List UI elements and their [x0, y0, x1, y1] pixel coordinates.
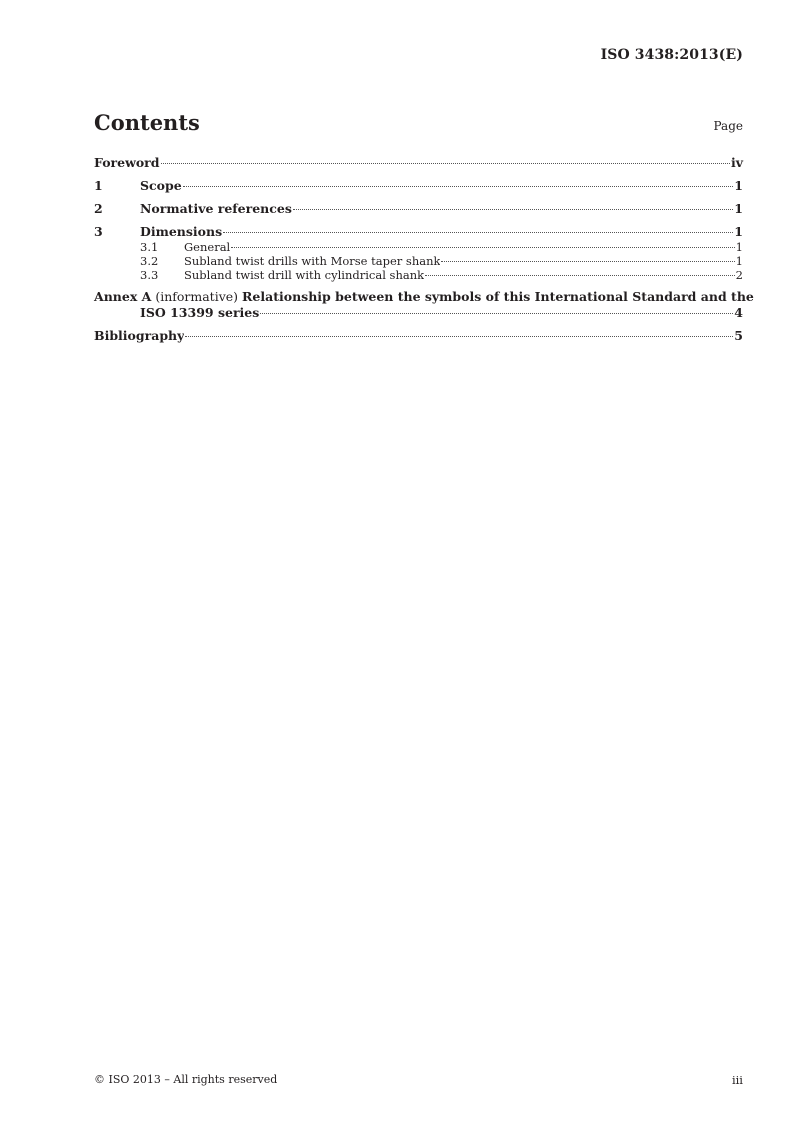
dot-leader — [183, 186, 734, 187]
dot-leader — [293, 209, 733, 210]
toc-entry-morse-taper-shank[interactable] — [94, 254, 743, 268]
toc-entry-general[interactable] — [94, 240, 743, 254]
toc-entry-dimensions[interactable] — [94, 224, 743, 240]
toc-entry-number: 1 — [94, 178, 103, 193]
toc-entry-page: 5 — [734, 328, 743, 343]
dot-leader — [185, 336, 733, 337]
toc-entry-page: 1 — [735, 254, 743, 268]
toc-entry-number: 2 — [94, 201, 103, 216]
toc-entry-title: General — [184, 240, 231, 254]
toc-entry-title: Dimensions — [140, 224, 223, 239]
toc-entry-page: 1 — [734, 224, 743, 239]
page-column-label: Page — [713, 119, 743, 133]
contents-heading: Contents — [94, 110, 200, 135]
toc-entry-number: 3.3 — [140, 268, 159, 282]
dot-leader — [260, 313, 733, 314]
dot-leader — [161, 163, 730, 164]
dot-leader — [231, 247, 734, 248]
toc-entry-number: 3.1 — [140, 240, 159, 254]
standard-number: ISO 3438:2013(E) — [600, 47, 743, 63]
toc-entry-title: Normative references — [140, 201, 292, 216]
toc-entry-bibliography[interactable] — [94, 328, 743, 344]
toc-entry-scope[interactable] — [94, 178, 743, 194]
toc-entry-page: iv — [730, 155, 743, 170]
toc-entry-title: Subland twist drills with Morse taper shank — [184, 254, 441, 268]
toc-entry-page: 4 — [734, 305, 743, 320]
dot-leader — [441, 261, 734, 262]
toc-entry-title: Foreword — [94, 155, 160, 170]
toc-entry-annex-a[interactable] — [94, 289, 754, 321]
toc-entry-page: 1 — [734, 201, 743, 216]
toc-entry-number: 3 — [94, 224, 103, 239]
dot-leader — [223, 232, 733, 233]
table-of-contents — [94, 155, 754, 344]
annex-title-line1: Relationship between the symbols of this International Standard and the — [242, 289, 754, 304]
toc-entry-page: 1 — [734, 178, 743, 193]
toc-entry-number: 3.2 — [140, 254, 159, 268]
page-number: iii — [731, 1073, 743, 1087]
annex-title-line — [94, 289, 754, 305]
toc-entry-title: Subland twist drill with cylindrical shank — [184, 268, 425, 282]
annex-type: (informative) — [155, 289, 239, 304]
toc-entry-title: Bibliography — [94, 328, 185, 343]
annex-title-continuation — [94, 305, 743, 321]
copyright-notice: © ISO 2013 – All rights reserved — [94, 1073, 278, 1086]
toc-entry-normative-references[interactable] — [94, 201, 743, 217]
annex-title-line2: ISO 13399 series — [140, 305, 260, 320]
toc-entry-page: 1 — [735, 240, 743, 254]
dot-leader — [425, 275, 735, 276]
annex-label: Annex A — [94, 289, 152, 304]
toc-entry-foreword[interactable] — [94, 155, 743, 171]
toc-entry-cylindrical-shank[interactable] — [94, 268, 743, 282]
toc-entry-title: Scope — [140, 178, 182, 193]
toc-entry-page: 2 — [735, 268, 743, 282]
